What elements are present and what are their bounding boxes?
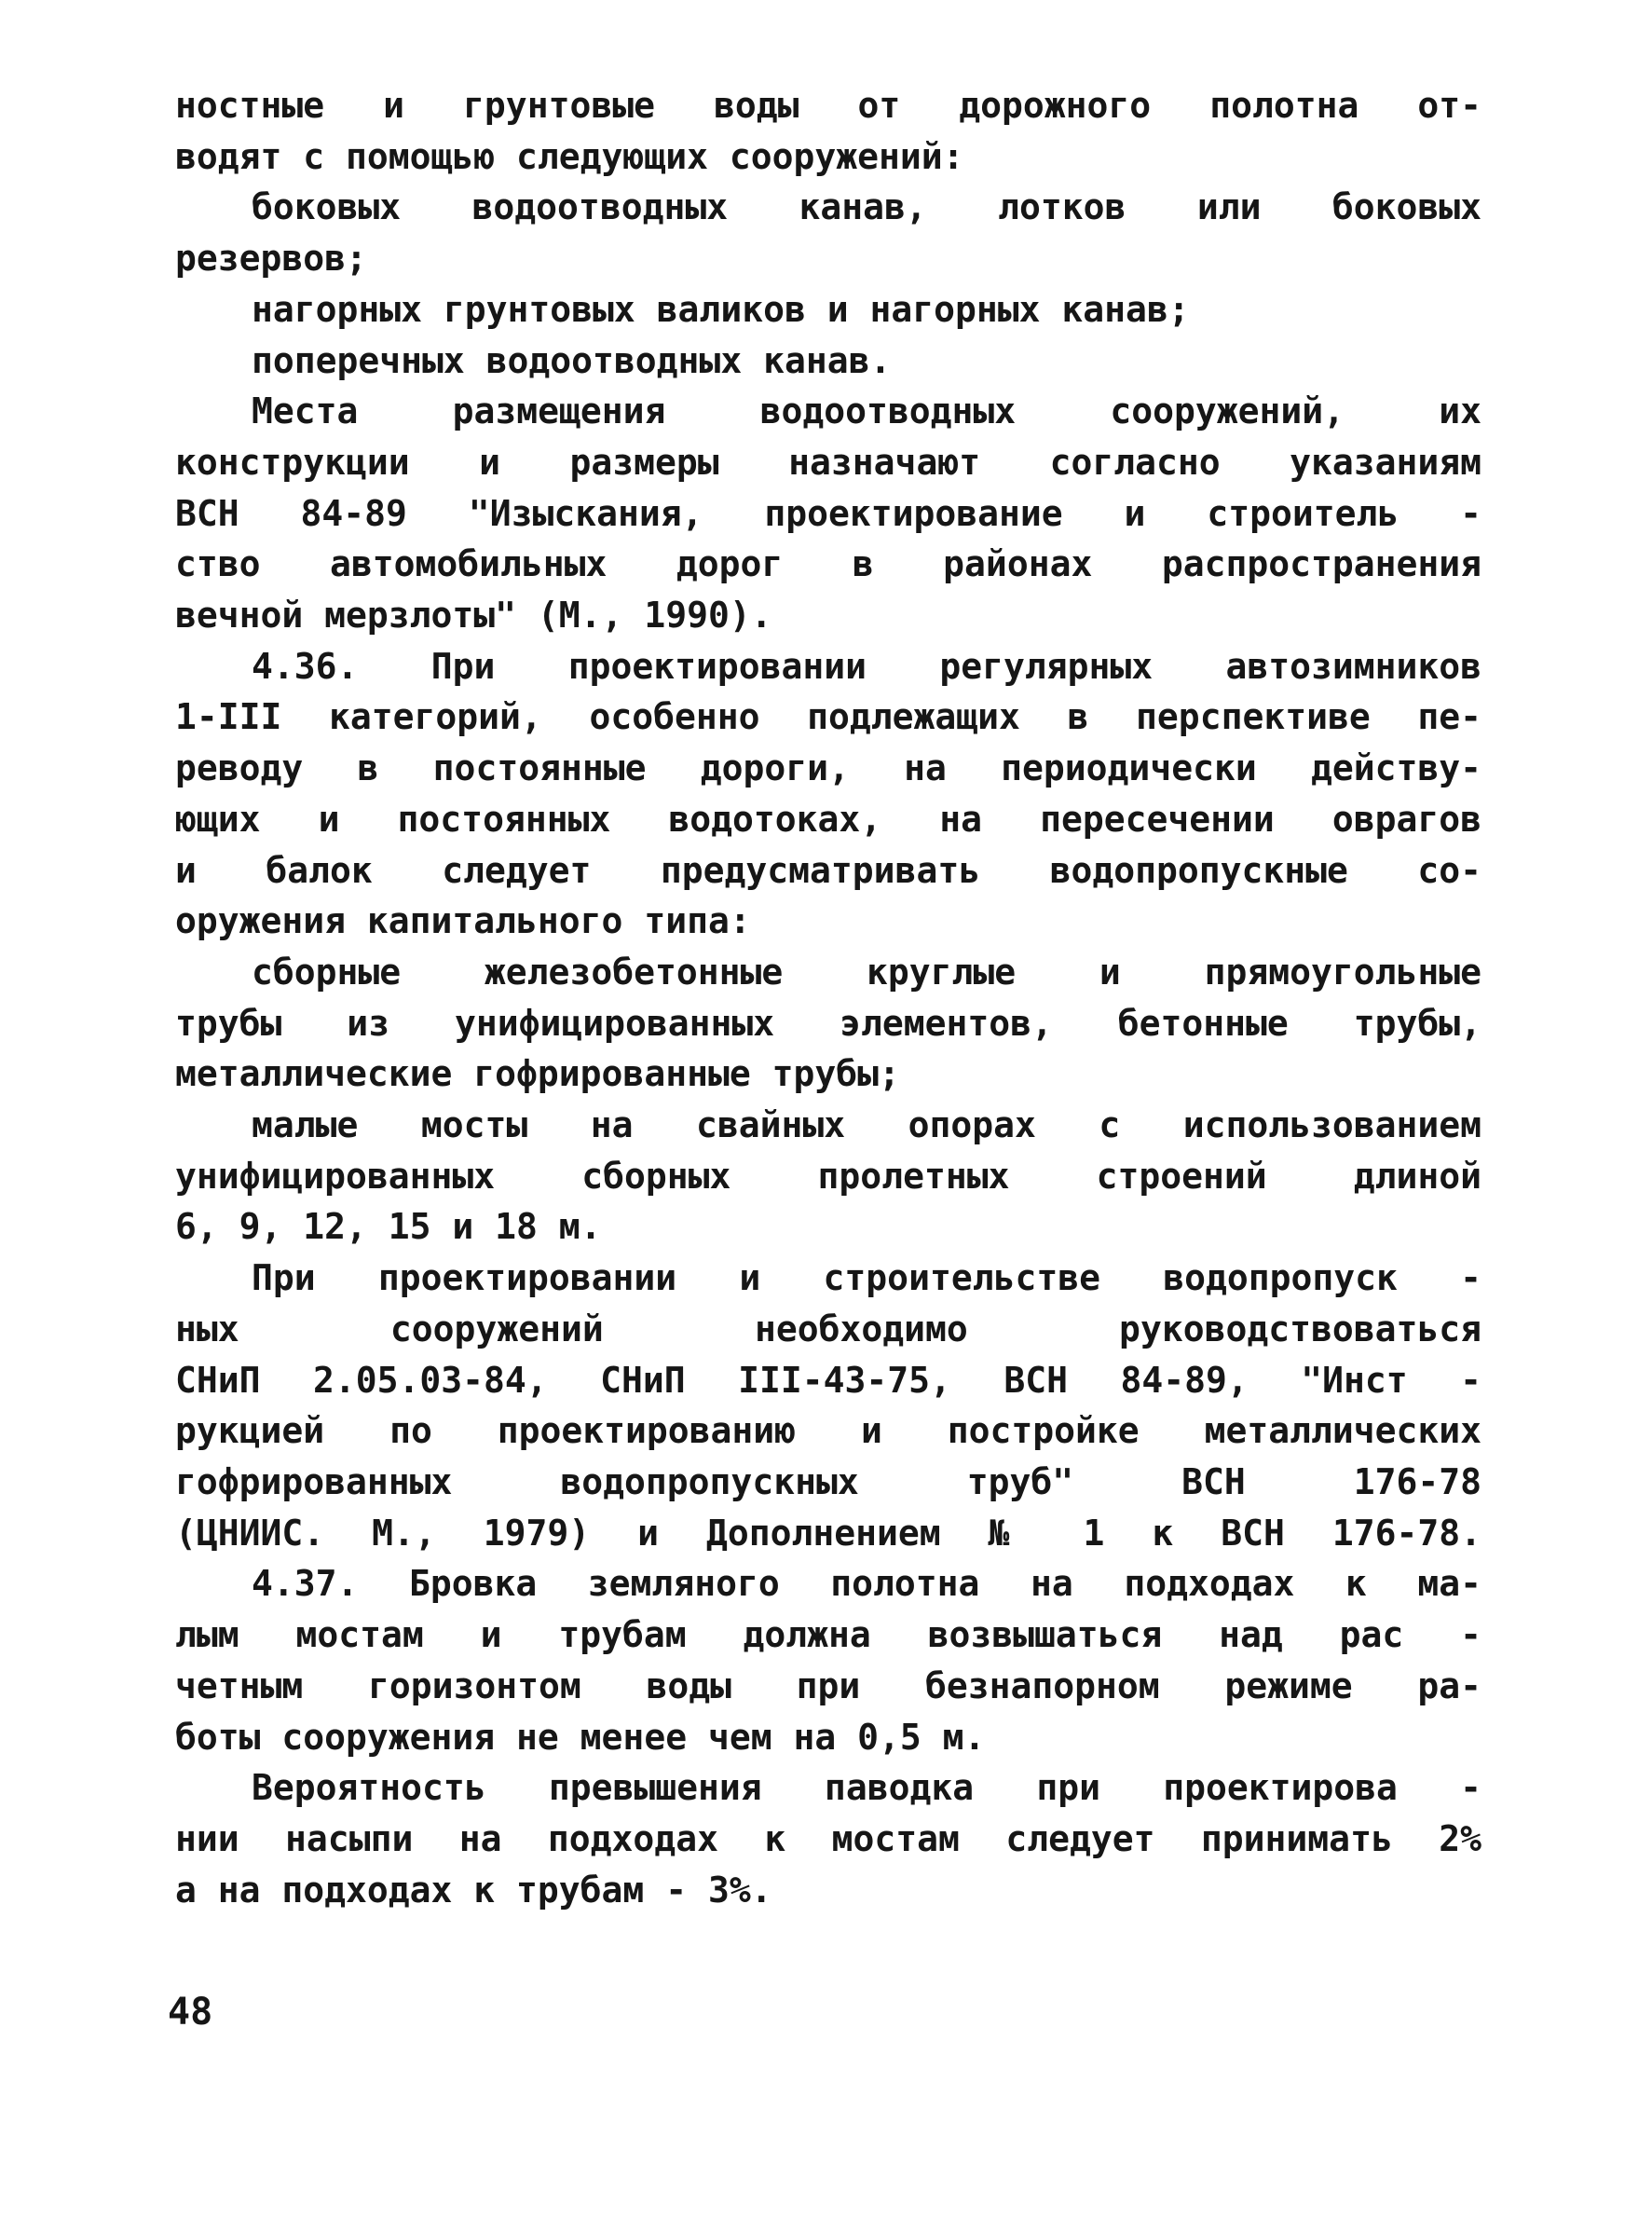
text-line: боковых водоотводных канав, лотков или боковых	[252, 186, 1481, 228]
text-line: СНиП 2.05.03-84, СНиП III-43-75, ВСН 84-89, "Инст -	[175, 1359, 1481, 1401]
text-line: ВСН 84-89 "Изыскания, проектирование и строитель -	[175, 492, 1481, 534]
text-line: трубы из унифицированных элементов, бетонные трубы,	[175, 1002, 1481, 1044]
text-line: водят с помощью следующих сооружений:	[175, 135, 964, 177]
text-line: При проектировании и строительстве водопропуск -	[252, 1257, 1481, 1299]
text-line: нагорных грунтовых валиков и нагорных канав;	[252, 288, 1190, 330]
text-line: Вероятность превышения паводка при проектирова -	[252, 1767, 1481, 1809]
text-line: ностные и грунтовые воды от дорожного полотна от-	[175, 85, 1481, 126]
text-line: ство автомобильных дорог в районах распространения	[175, 543, 1481, 585]
text-line: сборные железобетонные круглые и прямоугольные	[252, 951, 1481, 993]
text-line: ющих и постоянных водотоках, на пересечении оврагов	[175, 798, 1481, 840]
text-line: и балок следует предусматривать водопропускные со-	[175, 849, 1481, 891]
text-line: ных сооружений необходимо руководствоваться	[175, 1308, 1481, 1349]
text-line: (ЦНИИС. М., 1979) и Дополнением № 1 к ВСН 176-78.	[175, 1512, 1481, 1554]
text-line: поперечных водоотводных канав.	[252, 339, 892, 381]
text-line: резервов;	[175, 238, 367, 280]
text-line: нии насыпи на подходах к мостам следует принимать 2%	[175, 1817, 1481, 1859]
body-text	[175, 80, 1481, 1915]
text-line: вечной мерзлоты" (М., 1990).	[175, 595, 772, 637]
text-line: унифицированных сборных пролетных строений длиной	[175, 1155, 1481, 1197]
text-line: металлические гофрированные трубы;	[175, 1053, 900, 1095]
text-line: Места размещения водоотводных сооружений, их	[252, 390, 1481, 432]
text-line: гофрированных водопропускных труб" ВСН 176-78	[175, 1460, 1481, 1502]
text-line: оружения капитального типа:	[175, 900, 751, 942]
text-line: боты сооружения не менее чем на 0,5 м.	[175, 1716, 986, 1758]
page-number: 48	[168, 1991, 213, 2034]
text-line: а на подходах к трубам - 3%.	[175, 1869, 772, 1911]
text-line: лым мостам и трубам должна возвышаться над рас -	[175, 1614, 1481, 1656]
text-line: 1-III категорий, особенно подлежащих в перспективе пе-	[175, 696, 1481, 738]
text-line: конструкции и размеры назначают согласно указаниям	[175, 441, 1481, 483]
text-line: малые мосты на свайных опорах с использованием	[252, 1104, 1481, 1146]
text-line: 4.36. При проектировании регулярных автозимников	[252, 645, 1481, 687]
text-line: 6, 9, 12, 15 и 18 м.	[175, 1206, 602, 1248]
text-line: четным горизонтом воды при безнапорном режиме ра-	[175, 1664, 1481, 1706]
text-line: рукцией по проектированию и постройке металлических	[175, 1410, 1481, 1452]
text-line: реводу в постоянные дороги, на периодически действу-	[175, 747, 1481, 789]
text-line: 4.37. Бровка земляного полотна на подходах к ма-	[252, 1563, 1481, 1605]
